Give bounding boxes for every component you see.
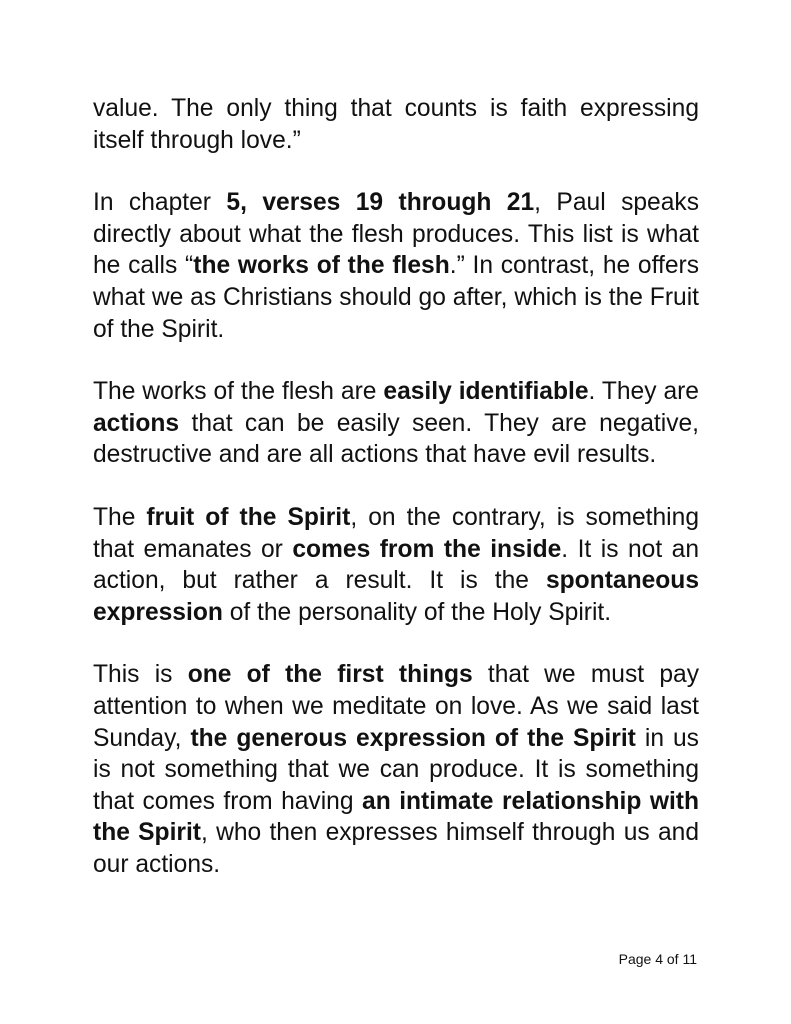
page-number: Page 4 of 11	[618, 951, 697, 967]
text-run: . They are	[588, 378, 699, 406]
text-run: that we must pay attention to when we meditate on love. As we said last Sunday,	[93, 661, 699, 752]
text-run: in us is not something that we can produce. It is something that comes from having	[93, 724, 699, 815]
text-run: The works of the flesh are	[93, 378, 384, 406]
bold-phrase: comes from the inside	[292, 535, 562, 563]
text-run: , Paul speaks directly about what the flesh produces. This list is what he calls “	[93, 189, 700, 280]
paragraph	[93, 659, 699, 880]
text-run: that can be easily seen. They are negative, destructive and are all actions that have evil results.	[93, 409, 699, 469]
paragraph	[93, 502, 699, 628]
text-run: .” In contrast, he offers what we as Christians should go after, which is the Fruit of the Spirit.	[93, 252, 699, 343]
paragraph	[93, 93, 699, 156]
bold-phrase: actions	[93, 409, 180, 437]
text-run: , on the contrary, is something that emanates or	[93, 503, 699, 563]
paragraph	[93, 376, 699, 471]
text-run: . It is not an action, but rather a result. It is the	[93, 535, 699, 595]
page-body	[93, 93, 699, 911]
bold-phrase: the works of the flesh	[193, 252, 450, 280]
bold-phrase: easily identifiable	[383, 378, 589, 406]
bold-phrase: an intimate relationship with the Spirit	[93, 787, 699, 847]
bold-phrase: the generous expression of the Spirit	[190, 724, 636, 752]
text-run: value. The only thing that counts is faith expressing itself through love.”	[93, 95, 699, 154]
text-run: of the personality of the Holy Spirit.	[222, 598, 612, 626]
text-run: The	[93, 503, 147, 531]
text-run: , who then expresses himself through us and our actions.	[93, 819, 699, 878]
bold-phrase: 5, verses 19 through 21	[226, 189, 535, 217]
bold-phrase: fruit of the Spirit	[146, 503, 351, 531]
text-run: In chapter	[93, 189, 227, 217]
text-run: This is	[93, 661, 188, 689]
paragraph	[93, 187, 699, 345]
bold-phrase: one of the first things	[187, 661, 473, 689]
bold-phrase: spontaneous expression	[93, 567, 699, 626]
